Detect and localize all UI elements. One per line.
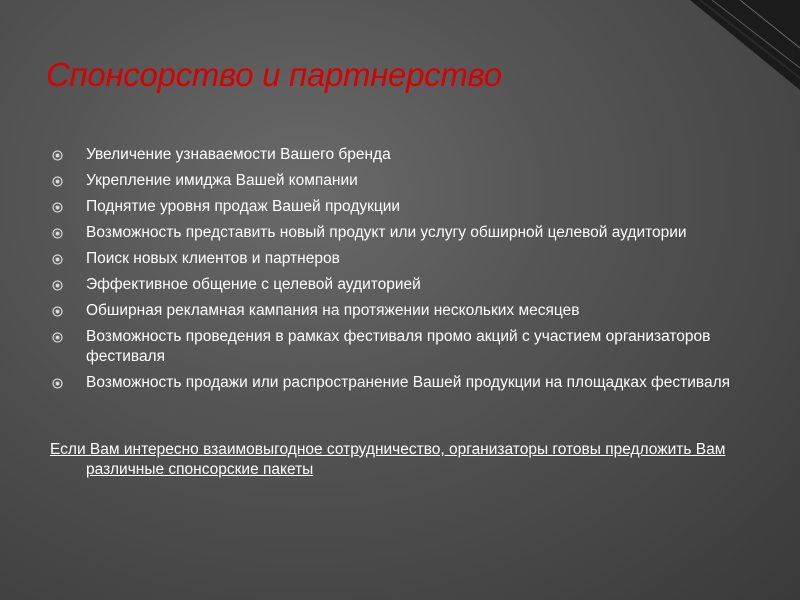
bullet-text: Возможность проведения в рамках фестиваля промо акций с участием организаторов фестиваля xyxy=(86,328,711,365)
corner-line-highlight xyxy=(740,0,800,48)
slide-title: Спонсорство и партнерство xyxy=(46,56,502,93)
circle-bullet-icon xyxy=(52,202,63,213)
circle-bullet-icon xyxy=(52,150,63,161)
circle-bullet-icon xyxy=(52,332,63,343)
circle-bullet-icon xyxy=(52,378,63,389)
bullet-text: Возможность представить новый продукт или услугу обширной целевой аудитории xyxy=(86,224,687,241)
bullet-text: Эффективное общение с целевой аудиторией xyxy=(86,276,421,293)
circle-bullet-icon xyxy=(52,176,63,187)
bullet-text: Увеличение узнаваемости Вашего бренда xyxy=(86,146,391,163)
bullet-item xyxy=(50,223,740,243)
circle-bullet-icon xyxy=(52,228,63,239)
bullet-item xyxy=(50,197,740,217)
bullet-text: Поднятие уровня продаж Вашей продукции xyxy=(86,198,401,215)
bullet-item xyxy=(50,301,740,321)
bullet-text: Обширная рекламная кампания на протяжении нескольких месяцев xyxy=(86,302,580,319)
bullet-item xyxy=(50,327,740,367)
bullet-item xyxy=(50,171,740,191)
bullet-item xyxy=(50,249,740,269)
bullet-item xyxy=(50,275,740,295)
circle-bullet-icon xyxy=(52,254,63,265)
bullet-text: Укрепление имиджа Вашей компании xyxy=(86,172,358,189)
bullet-item xyxy=(50,145,740,165)
bullet-text: Поиск новых клиентов и партнеров xyxy=(86,250,340,267)
bullet-text: Возможность продажи или распространение Вашей продукции на площадках фестиваля xyxy=(86,374,731,391)
circle-bullet-icon xyxy=(52,280,63,291)
bullet-list xyxy=(50,145,740,399)
sponsorship-invitation-note: Если Вам интересно взаимовыгодное сотрудничество, организаторы готовы предложить Вам различные спонсорские пакеты xyxy=(50,441,726,478)
circle-bullet-icon xyxy=(52,306,63,317)
bullet-item xyxy=(50,373,740,393)
